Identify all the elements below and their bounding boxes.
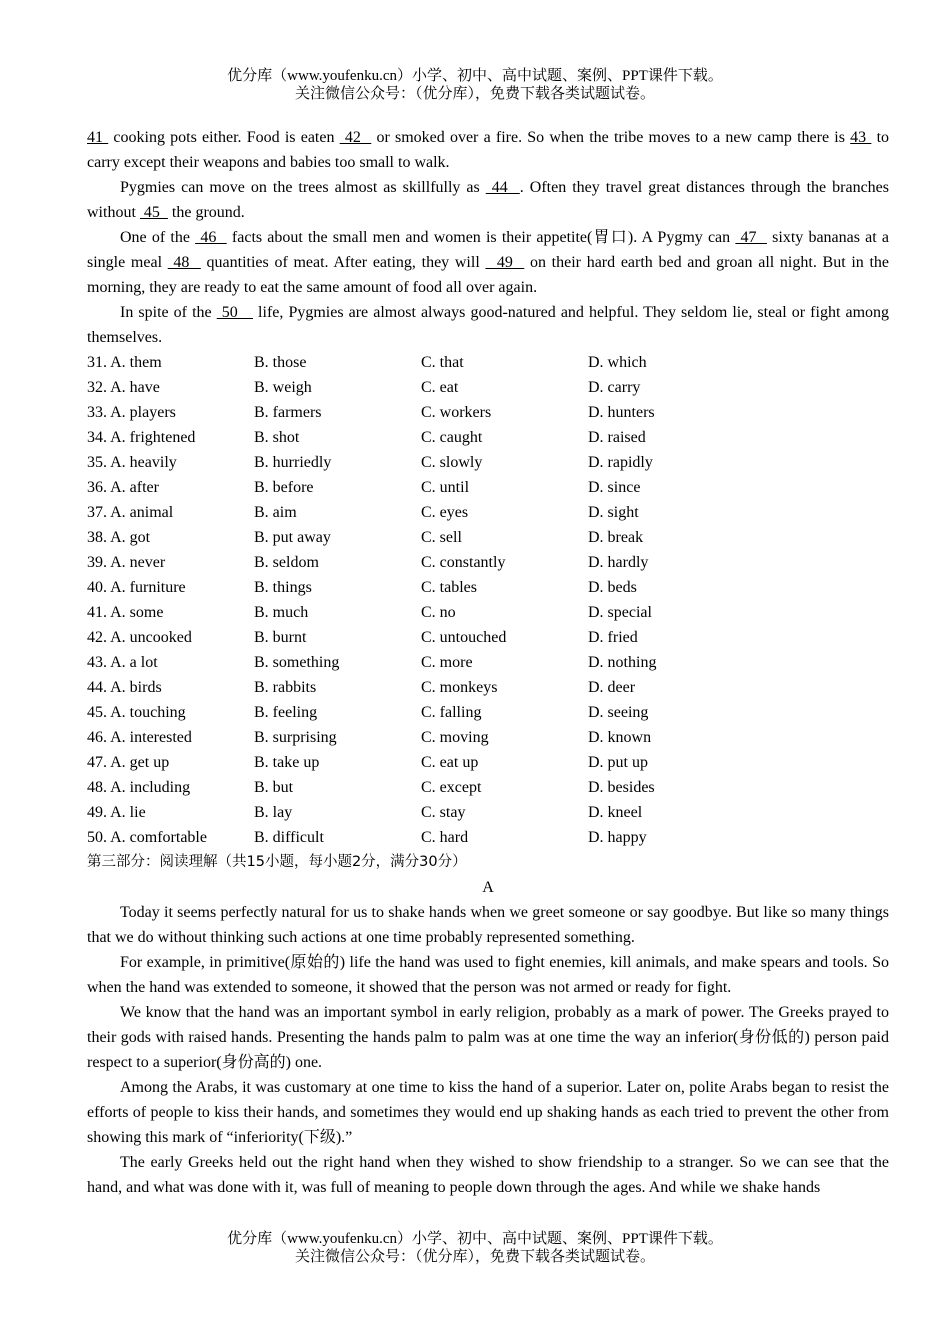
option-a[interactable]: 46. A. interested — [87, 729, 192, 746]
option-row — [87, 450, 889, 475]
option-c[interactable]: C. untouched — [421, 629, 507, 646]
option-row — [87, 650, 889, 675]
option-d[interactable]: D. seeing — [588, 704, 649, 721]
option-b[interactable]: B. feeling — [254, 704, 318, 721]
blank-42[interactable]: 42 — [339, 129, 372, 146]
blank-44[interactable]: 44 — [485, 179, 520, 196]
reading-paragraph: We know that the hand was an important symbol in early religion, probably as a mark of power. The Greeks prayed to their gods with raised hands. Presenting the hands palm to palm was at one time the way an inferior(身份低的) person paid respect to a superior(身份高的) one. — [87, 1004, 889, 1071]
option-c[interactable]: C. hard — [421, 829, 469, 846]
blank-48[interactable]: 48 — [167, 254, 201, 271]
option-d[interactable]: D. which — [588, 354, 647, 371]
option-row — [87, 700, 889, 725]
option-c[interactable]: C. slowly — [421, 454, 483, 471]
option-d[interactable]: D. sight — [588, 504, 639, 521]
option-row — [87, 825, 889, 850]
option-row — [87, 625, 889, 650]
cloze-paragraph-3: One of the 46 facts about the small men and women is their appetite(胃口). A Pygmy can 47 sixty bananas at a single meal 48 quantities of meat. After eating, they will 49 on their hard earth bed and groan all night. But in the morning, they are ready to eat the same amount of food all over again. — [87, 229, 890, 296]
option-c[interactable]: C. eat up — [421, 754, 479, 771]
reading-paragraph: For example, in primitive(原始的) life the hand was used to fight enemies, kill animals, and make spears and tools. So when the hand was extended to someone, it showed that the person was not armed or ready for fight. — [87, 954, 889, 996]
option-d[interactable]: D. kneel — [588, 804, 643, 821]
option-a[interactable]: 48. A. including — [87, 779, 191, 796]
option-row — [87, 750, 889, 775]
option-a[interactable]: 31. A. them — [87, 354, 162, 371]
option-b[interactable]: B. rabbits — [254, 679, 317, 696]
option-row — [87, 775, 889, 800]
option-d[interactable]: D. raised — [588, 429, 646, 446]
option-a[interactable]: 47. A. get up — [87, 754, 170, 771]
option-a[interactable]: 50. A. comfortable — [87, 829, 207, 846]
option-b[interactable]: B. burnt — [254, 629, 307, 646]
option-b[interactable]: B. seldom — [254, 554, 319, 571]
option-row — [87, 525, 889, 550]
blank-49[interactable]: 49 — [485, 254, 525, 271]
option-a[interactable]: 34. A. frightened — [87, 429, 196, 446]
reading-paragraph: Today it seems perfectly natural for us to shake hands when we greet someone or say goodbye. But like so many things that we do without thinking such actions at one time probably represented something. — [87, 904, 889, 946]
option-row — [87, 675, 889, 700]
option-c[interactable]: C. except — [421, 779, 482, 796]
option-a[interactable]: 38. A. got — [87, 529, 151, 546]
blank-43[interactable]: 43 — [850, 129, 872, 146]
header-line-2: 关注微信公众号：（优分库），免费下载各类试题试卷。 — [294, 86, 655, 102]
page-footer — [0, 1230, 950, 1266]
option-b[interactable]: B. difficult — [254, 829, 324, 846]
option-b[interactable]: B. farmers — [254, 404, 322, 421]
option-c[interactable]: C. sell — [421, 529, 462, 546]
option-row — [87, 500, 889, 525]
option-c[interactable]: C. that — [421, 354, 464, 371]
passage-label: A — [482, 879, 494, 896]
option-b[interactable]: B. aim — [254, 504, 297, 521]
option-a[interactable]: 43. A. a lot — [87, 654, 158, 671]
option-b[interactable]: B. put away — [254, 529, 331, 546]
option-c[interactable]: C. no — [421, 604, 456, 621]
option-row — [87, 800, 889, 825]
option-d[interactable]: D. hardly — [588, 554, 649, 571]
option-row — [87, 575, 889, 600]
option-d[interactable]: D. deer — [588, 679, 636, 696]
option-d[interactable]: D. hunters — [588, 404, 655, 421]
option-b[interactable]: B. hurriedly — [254, 454, 332, 471]
option-c[interactable]: C. workers — [421, 404, 492, 421]
answer-options — [87, 350, 889, 850]
option-d[interactable]: D. known — [588, 729, 652, 746]
option-c[interactable]: C. tables — [421, 579, 477, 596]
option-d[interactable]: D. nothing — [588, 654, 657, 671]
option-b[interactable]: B. but — [254, 779, 294, 796]
option-d[interactable]: D. since — [588, 479, 641, 496]
option-b[interactable]: B. take up — [254, 754, 320, 771]
blank-50[interactable]: 50 — [216, 304, 253, 321]
blank-41[interactable]: 41 — [87, 129, 109, 146]
blank-46[interactable]: 46 — [195, 229, 227, 246]
option-row — [87, 600, 889, 625]
option-b[interactable]: B. surprising — [254, 729, 337, 746]
option-c[interactable]: C. until — [421, 479, 470, 496]
option-d[interactable]: D. special — [588, 604, 652, 621]
option-d[interactable]: D. put up — [588, 754, 648, 771]
option-row — [87, 475, 889, 500]
option-c[interactable]: C. moving — [421, 729, 489, 746]
option-c[interactable]: C. more — [421, 654, 473, 671]
option-d[interactable]: D. break — [588, 529, 644, 546]
page-content — [87, 125, 889, 1200]
option-b[interactable]: B. much — [254, 604, 309, 621]
option-a[interactable]: 39. A. never — [87, 554, 166, 571]
option-b[interactable]: B. lay — [254, 804, 293, 821]
option-row — [87, 350, 889, 375]
option-c[interactable]: C. monkeys — [421, 679, 498, 696]
header-line-1: 优分库（www.youfenku.cn）小学、初中、高中试题、案例、PPT课件下载。 — [227, 68, 723, 84]
option-a[interactable]: 49. A. lie — [87, 804, 146, 821]
option-a[interactable]: 37. A. animal — [87, 504, 174, 521]
option-c[interactable]: C. caught — [421, 429, 483, 446]
option-a[interactable]: 35. A. heavily — [87, 454, 177, 471]
option-a[interactable]: 33. A. players — [87, 404, 176, 421]
footer-line-2: 关注微信公众号：（优分库），免费下载各类试题试卷。 — [294, 1249, 655, 1265]
reading-paragraph: The early Greeks held out the right hand when they wished to show friendship to a stranger. So we can see that the hand, and what was done with it, was full of meaning to people down through the ages. And while we shake hands — [87, 1154, 889, 1196]
option-b[interactable]: B. shot — [254, 429, 300, 446]
footer-line-1: 优分库（www.youfenku.cn）小学、初中、高中试题、案例、PPT课件下载。 — [227, 1231, 723, 1247]
cloze-paragraph-2: Pygmies can move on the trees almost as skillfully as 44 . Often they travel great distances through the branches without 45 the ground. — [87, 179, 890, 221]
reading-paragraph: Among the Arabs, it was customary at one time to kiss the hand of a superior. Later on, polite Arabs began to resist the efforts of people to kiss their hands, and sometimes they would end up shaking hands as each tried to prevent the other from showing this mark of “inferiority(下级).” — [87, 1079, 889, 1146]
section-heading: 第三部分：阅读理解（共15小题，每小题2分，满分30分） — [87, 854, 467, 870]
option-row — [87, 400, 889, 425]
option-c[interactable]: C. constantly — [421, 554, 506, 571]
option-b[interactable]: B. those — [254, 354, 307, 371]
option-d[interactable]: D. happy — [588, 829, 647, 846]
option-a[interactable]: 41. A. some — [87, 604, 164, 621]
cloze-paragraph-4: In spite of the 50 life, Pygmies are almost always good-natured and helpful. They seldom lie, steal or fight among themselves. — [87, 304, 890, 346]
option-d[interactable]: D. besides — [588, 779, 655, 796]
option-a[interactable]: 42. A. uncooked — [87, 629, 192, 646]
option-d[interactable]: D. fried — [588, 629, 638, 646]
page-header — [0, 67, 950, 103]
option-a[interactable]: 45. A. touching — [87, 704, 186, 721]
option-b[interactable]: B. weigh — [254, 379, 312, 396]
option-row — [87, 550, 889, 575]
option-a[interactable]: 40. A. furniture — [87, 579, 186, 596]
option-b[interactable]: B. things — [254, 579, 312, 596]
option-b[interactable]: B. something — [254, 654, 340, 671]
option-d[interactable]: D. rapidly — [588, 454, 653, 471]
option-row — [87, 725, 889, 750]
option-a[interactable]: 36. A. after — [87, 479, 159, 496]
option-c[interactable]: C. falling — [421, 704, 482, 721]
option-d[interactable]: D. carry — [588, 379, 641, 396]
blank-45[interactable]: 45 — [139, 204, 168, 221]
option-c[interactable]: C. eyes — [421, 504, 469, 521]
option-a[interactable]: 44. A. birds — [87, 679, 162, 696]
option-c[interactable]: C. eat — [421, 379, 459, 396]
reading-passage — [87, 900, 889, 1200]
option-a[interactable]: 32. A. have — [87, 379, 160, 396]
option-b[interactable]: B. before — [254, 479, 314, 496]
blank-47[interactable]: 47 — [735, 229, 767, 246]
option-row — [87, 425, 889, 450]
cloze-paragraph-1: 41 cooking pots either. Food is eaten 42 or smoked over a fire. So when the tribe moves to a new camp there is 43 to carry except their weapons and babies too small to walk. — [87, 129, 890, 171]
option-c[interactable]: C. stay — [421, 804, 466, 821]
option-d[interactable]: D. beds — [588, 579, 637, 596]
option-row — [87, 375, 889, 400]
